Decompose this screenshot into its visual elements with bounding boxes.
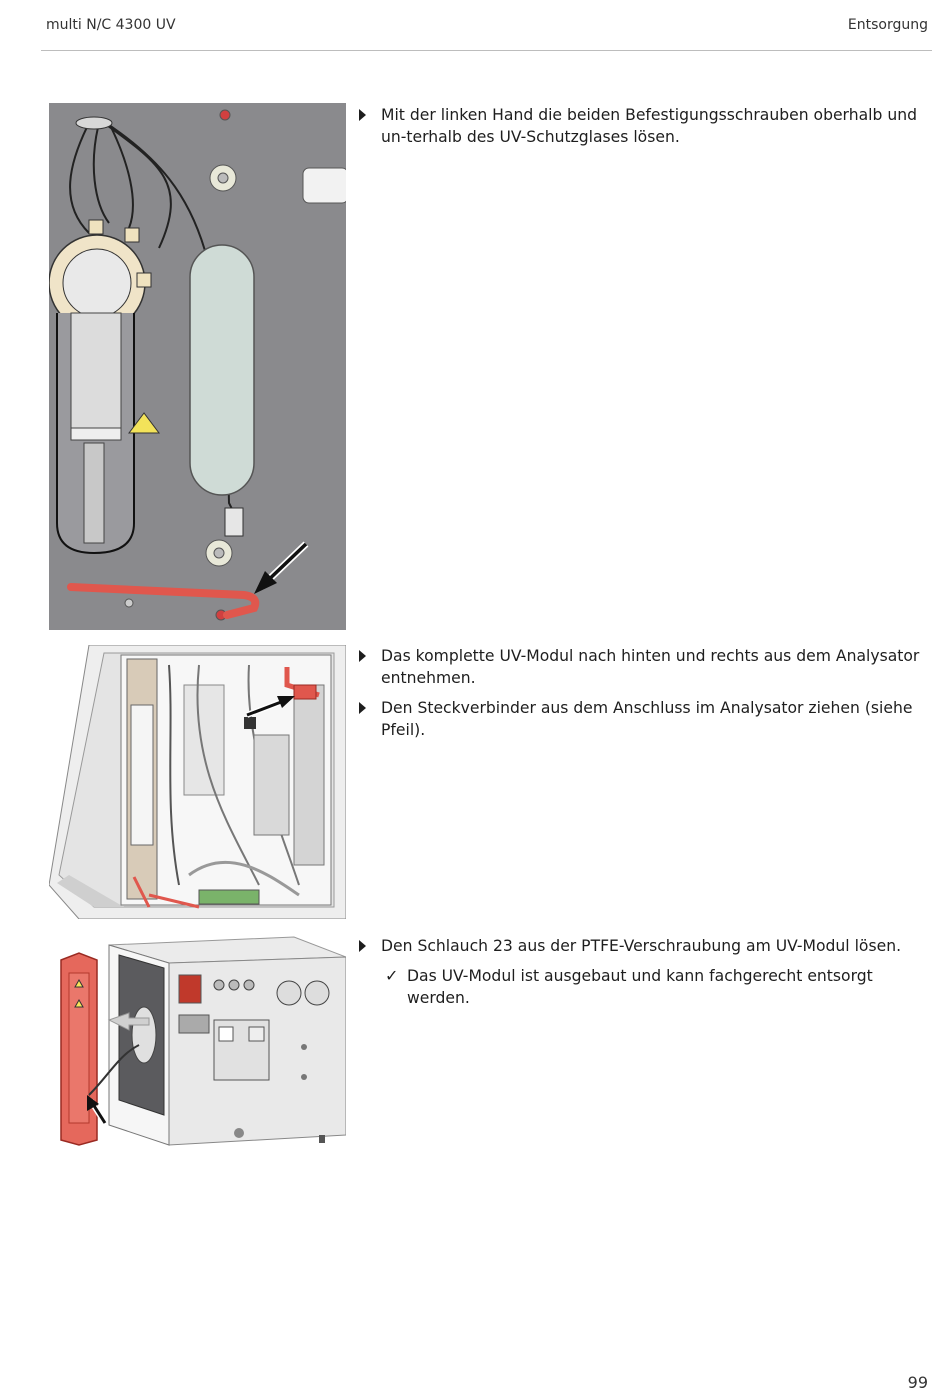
result-item — [357, 965, 932, 1009]
step-item — [357, 645, 932, 689]
figure-analyzer-interior — [49, 645, 346, 919]
step-item — [357, 104, 932, 148]
step-text: Den Schlauch 23 aus der PTFE-Verschraubung am UV-Modul lösen. — [381, 937, 902, 955]
triangle-bullet-icon — [359, 109, 366, 121]
uv-module-panel-illustration — [49, 103, 346, 630]
step-item — [357, 935, 932, 957]
step-text: Mit der linken Hand die beiden Befestigungsschrauben oberhalb und un-terhalb des UV-Schutzglases lösen. — [381, 106, 917, 146]
section-1-steps — [357, 104, 932, 156]
header-chapter: Entsorgung — [847, 17, 928, 33]
header-divider — [41, 50, 932, 51]
triangle-bullet-icon — [359, 940, 366, 952]
page-number: 99 — [907, 1373, 928, 1392]
section-2-steps — [357, 645, 932, 749]
header-product: multi N/C 4300 UV — [46, 17, 176, 33]
step-item — [357, 697, 932, 741]
analyzer-rear-illustration — [49, 935, 346, 1150]
triangle-bullet-icon — [359, 702, 366, 714]
section-3-steps — [357, 935, 932, 1009]
step-text: Den Steckverbinder aus dem Anschluss im Analysator ziehen (siehe Pfeil). — [381, 699, 913, 739]
figure-uv-module-panel — [49, 103, 346, 630]
triangle-bullet-icon — [359, 650, 366, 662]
figure-analyzer-rear — [49, 935, 346, 1150]
analyzer-interior-illustration — [49, 645, 346, 919]
result-text: Das UV-Modul ist ausgebaut und kann fachgerecht entsorgt werden. — [407, 967, 873, 1007]
step-text: Das komplette UV-Modul nach hinten und rechts aus dem Analysator entnehmen. — [381, 647, 920, 687]
checkmark-icon: ✓ — [385, 966, 399, 985]
